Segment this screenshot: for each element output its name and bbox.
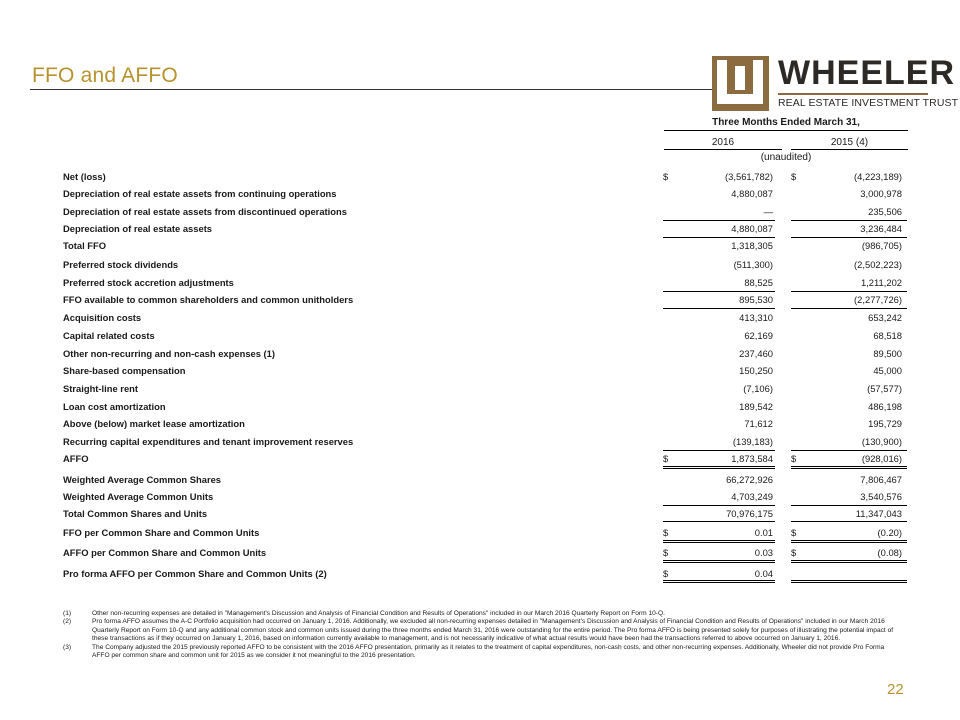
value-2016: 150,250 <box>739 365 773 376</box>
value-2016: 1,873,584 <box>731 453 773 464</box>
row-label: Depreciation of real estate assets from discontinued operations <box>63 206 347 217</box>
subtotal-rule <box>663 450 775 451</box>
period-header: Three Months Ended March 31, <box>712 117 860 128</box>
value-2015: 11,347,043 <box>855 508 902 519</box>
value-2015: 3,000,978 <box>860 188 902 199</box>
footnote-text: Other non-recurring expenses are detailed in "Management's Discussion and Analysis of Financial Condition and Results of Operations" included in our March 2016 Quarterly Report on Form 10-Q. <box>92 610 665 617</box>
total-double-rule <box>791 562 907 563</box>
value-2016: 237,460 <box>739 348 773 359</box>
value-2016: 1,318,305 <box>731 240 773 251</box>
subtotal-rule <box>791 521 907 522</box>
table-row <box>0 277 960 291</box>
value-2015: 7,806,467 <box>860 474 902 485</box>
subtotal-rule <box>663 521 775 522</box>
row-label: Depreciation of real estate assets from continuing operations <box>63 188 337 199</box>
value-2016: 71,612 <box>744 418 773 429</box>
logo-rule <box>778 93 928 95</box>
currency-symbol: $ <box>663 171 669 182</box>
footnote-text: Pro forma AFFO assumes the A-C Portfolio acquisition had occurred on January 1, 2016. Additionally, we excluded all non-recurring expenses detailed in "Management's Discussion and Analysis of Financial Condition and Results of Operations" included in our March 2016 Quarterly Report on Form 10-Q and any additional common stock and common units issued during the three months ended March 31, 2016 were outstanding for the entire period. The Pro forma AFFO is being presented solely for purposes of illustrating the potential impact of these transactions as if they occurred on January 1, 2016, based on information currently available to management, and is not necessarily indicative of what actual results would have been had the transactions referred to above occurred on January 1, 2016. <box>92 618 894 643</box>
currency-symbol: $ <box>791 171 797 182</box>
value-2016: 4,880,087 <box>731 188 773 199</box>
row-label: Pro forma AFFO per Common Share and Common Units (2) <box>63 568 327 579</box>
table-row <box>0 330 960 344</box>
subtotal-rule <box>791 308 907 309</box>
column-header-rule-2016 <box>664 149 782 150</box>
value-2016: 0.01 <box>754 527 773 538</box>
footnote-text: The Company adjusted the 2015 previously reported AFFO to be consistent with the 2016 AFFO presentation, primarily as it relates to the treatment of capital expenditures, non-cash costs, and other non-recurring expenses. Additionally, Wheeler did not provide Pro Forma AFFO per common share and common unit for 2015 as we consider it not meaningful to the 2016 presentation. <box>92 643 885 660</box>
table-row <box>0 223 960 237</box>
period-header-rule <box>664 130 908 131</box>
row-label: Depreciation of real estate assets <box>63 223 213 234</box>
row-label: Other non-recurring and non-cash expenses (1) <box>63 348 276 359</box>
subtotal-rule <box>663 220 775 221</box>
subtotal-rule <box>663 237 775 238</box>
total-double-rule <box>791 542 907 543</box>
currency-symbol: $ <box>791 527 797 538</box>
unaudited-label: (unaudited) <box>760 152 812 163</box>
total-double-rule <box>791 560 907 561</box>
table-row <box>0 383 960 397</box>
total-double-rule <box>663 466 775 467</box>
currency-symbol: $ <box>791 547 797 558</box>
table-row <box>0 418 960 432</box>
total-double-rule <box>663 580 775 581</box>
row-label: Recurring capital expenditures and tenant improvement reserves <box>63 436 354 447</box>
subtotal-rule <box>791 220 907 221</box>
total-double-rule <box>663 542 775 543</box>
value-2016: 189,542 <box>739 401 773 412</box>
row-label: Total FFO <box>63 240 107 251</box>
row-label: Share-based compensation <box>63 365 186 376</box>
column-header-rule-2015 <box>791 149 908 150</box>
value-2016: — <box>763 206 773 217</box>
value-2016: 88,525 <box>744 277 773 288</box>
row-label: Acquisition costs <box>63 312 142 323</box>
currency-symbol: $ <box>791 453 797 464</box>
table-row <box>0 206 960 220</box>
table-row <box>0 171 960 185</box>
value-2016: 413,310 <box>739 312 773 323</box>
row-label: Weighted Average Common Units <box>63 491 214 502</box>
table-row <box>0 474 960 488</box>
value-2015: (2,277,726) <box>854 294 902 305</box>
currency-symbol: $ <box>663 547 669 558</box>
column-header-2015: 2015 (4) <box>830 137 869 148</box>
value-2016: 0.03 <box>754 547 773 558</box>
page-title: FFO and AFFO <box>32 64 178 87</box>
table-row <box>0 348 960 362</box>
value-2015: (130,900) <box>861 436 902 447</box>
value-2016: 4,703,249 <box>731 491 773 502</box>
table-row <box>0 365 960 379</box>
currency-symbol: $ <box>663 568 669 579</box>
value-2016: 895,530 <box>739 294 773 305</box>
total-double-rule <box>663 540 775 541</box>
value-2015: (57,577) <box>867 383 902 394</box>
wheeler-logo-mark-icon <box>712 56 769 111</box>
currency-symbol: $ <box>663 453 669 464</box>
value-2016: (7,106) <box>743 383 773 394</box>
footnote <box>63 610 903 618</box>
subtotal-rule <box>791 450 907 451</box>
value-2015: 3,540,576 <box>860 491 902 502</box>
footnotes <box>63 610 903 660</box>
row-label: FFO available to common shareholders and common unitholders <box>63 294 354 305</box>
row-label: Total Common Shares and Units <box>63 508 208 519</box>
table-row <box>0 312 960 326</box>
table-row <box>0 188 960 202</box>
table-row <box>0 401 960 415</box>
value-2015: 1,211,202 <box>860 277 902 288</box>
table-row <box>0 259 960 273</box>
row-label: Net (loss) <box>63 171 106 182</box>
row-label: Weighted Average Common Shares <box>63 474 222 485</box>
subtotal-rule <box>791 505 907 506</box>
footnote-number: (1) <box>63 610 72 617</box>
total-double-rule <box>663 468 775 469</box>
subtotal-rule <box>791 237 907 238</box>
table-row <box>0 453 960 467</box>
row-label: Straight-line rent <box>63 383 139 394</box>
footnote <box>63 644 903 661</box>
value-2016: 0.04 <box>754 568 773 579</box>
total-double-rule <box>663 560 775 561</box>
value-2015: (0.08) <box>877 547 902 558</box>
value-2015: (986,705) <box>861 240 902 251</box>
table-row <box>0 547 960 561</box>
table-row <box>0 527 960 541</box>
value-2016: (139,183) <box>732 436 773 447</box>
value-2015: 3,236,484 <box>860 223 902 234</box>
total-double-rule <box>663 562 775 563</box>
footnote <box>63 618 903 643</box>
value-2016: (3,561,782) <box>725 171 773 182</box>
total-double-rule <box>791 580 907 581</box>
total-double-rule <box>791 540 907 541</box>
title-rule <box>30 89 714 90</box>
value-2015: 45,000 <box>873 365 902 376</box>
value-2015: (2,502,223) <box>854 259 902 270</box>
subtotal-rule <box>663 308 775 309</box>
table-row <box>0 294 960 308</box>
subtotal-rule <box>663 505 775 506</box>
subtotal-rule <box>663 291 775 292</box>
total-double-rule <box>791 582 907 583</box>
table-row <box>0 491 960 505</box>
logo-tagline: REAL ESTATE INVESTMENT TRUST <box>778 97 959 109</box>
value-2015: 653,242 <box>868 312 902 323</box>
row-label: AFFO per Common Share and Common Units <box>63 547 267 558</box>
value-2015: (4,223,189) <box>854 171 902 182</box>
total-double-rule <box>663 582 775 583</box>
value-2015: 195,729 <box>868 418 902 429</box>
value-2016: 4,880,087 <box>731 223 773 234</box>
logo-wordmark: WHEELER <box>778 54 955 92</box>
value-2016: (511,300) <box>733 259 773 270</box>
subtotal-rule <box>791 291 907 292</box>
row-label: Preferred stock dividends <box>63 259 179 270</box>
currency-symbol: $ <box>663 527 669 538</box>
total-double-rule <box>791 468 907 469</box>
value-2016: 70,976,175 <box>726 508 773 519</box>
footnote-number: (2) <box>63 618 72 626</box>
row-label: FFO per Common Share and Common Units <box>63 527 260 538</box>
table-row <box>0 240 960 254</box>
table-row <box>0 508 960 522</box>
value-2015: (0.20) <box>877 527 902 538</box>
company-logo <box>712 54 959 112</box>
value-2016: 66,272,926 <box>726 474 773 485</box>
row-label: AFFO <box>63 453 89 464</box>
row-label: Loan cost amortization <box>63 401 166 412</box>
footnote-number: (3) <box>63 643 72 651</box>
value-2015: 486,198 <box>868 401 902 412</box>
page-number: 22 <box>887 681 904 698</box>
table-row <box>0 436 960 450</box>
column-header-2016: 2016 <box>711 137 735 148</box>
row-label: Above (below) market lease amortization <box>63 418 245 429</box>
value-2015: 235,506 <box>868 206 902 217</box>
row-label: Capital related costs <box>63 330 155 341</box>
row-label: Preferred stock accretion adjustments <box>63 277 234 288</box>
value-2015: 68,518 <box>873 330 902 341</box>
value-2015: (928,016) <box>861 453 902 464</box>
value-2016: 62,169 <box>744 330 773 341</box>
value-2015: 89,500 <box>873 348 902 359</box>
total-double-rule <box>791 466 907 467</box>
